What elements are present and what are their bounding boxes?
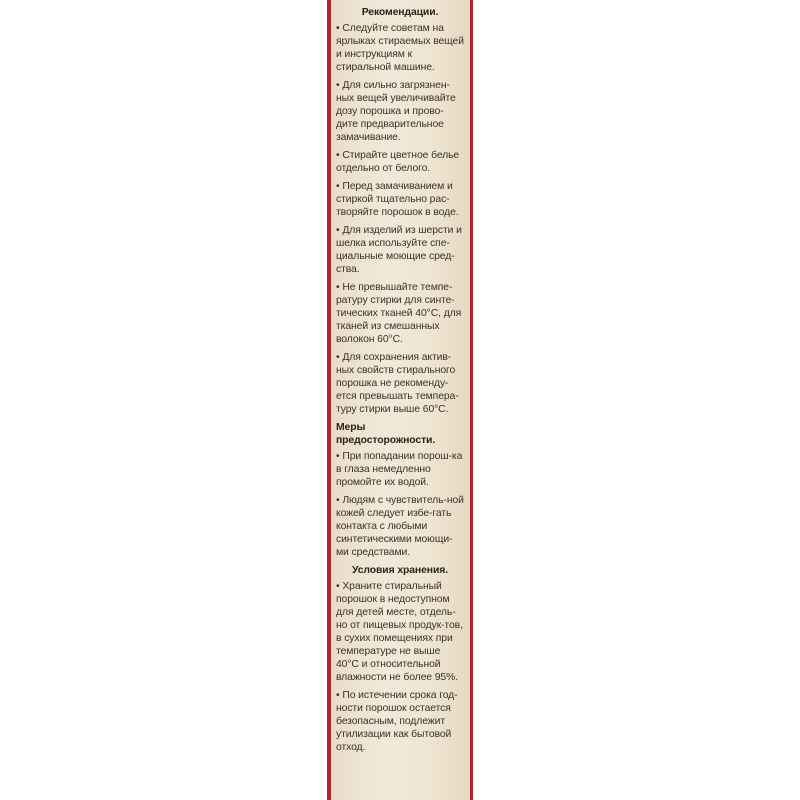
instruction-item: • Стирайте цветное белье отдельно от белого. xyxy=(336,150,460,174)
right-red-edge xyxy=(470,0,473,800)
instruction-item: • Не превышайте темпе-ратуру стирки для синте-тических тканей 40°C, для тканей из смешанных волокон 60°C. xyxy=(336,282,462,345)
section-title: Рекомендации. xyxy=(361,7,439,18)
instruction-item: • Людям с чувствитель-ной кожей следует избе-гать контакта с любыми синтетическими моющи-ми средствами. xyxy=(336,495,464,558)
left-red-edge xyxy=(327,0,331,800)
instructions-content xyxy=(336,6,464,759)
instruction-item: • При попадании порош-ка в глаза немедленно промойте их водой. xyxy=(336,451,463,488)
instruction-item: • Храните стиральный порошок в недоступном для детей месте, отдель-но от пищевых продук-тов, в сухих помещениях при температуре не выше 40°C и относительной влажности не более 95%. xyxy=(336,581,463,683)
instruction-item: • По истечении срока год-ности порошок остается безопасным, подлежит утилизации как бытовой отход. xyxy=(336,690,458,753)
section-title: Меры предосторожности. xyxy=(336,422,436,446)
section-title: Условия хранения. xyxy=(352,565,448,576)
instruction-item: • Для сохранения актив-ных свойств стирального порошка не рекоменду-ется превышать темпера-туру стирки выше 60°C. xyxy=(336,352,459,415)
instruction-item: • Для сильно загрязнен-ных вещей увеличивайте дозу порошка и прово-дите предварительное замачивание. xyxy=(336,80,456,143)
instruction-item: • Для изделий из шерсти и шелка используйте спе-циальные моющие сред-ства. xyxy=(336,225,462,275)
instruction-item: • Следуйте советам на ярлыках стираемых вещей и инструкциям к стиральной машине. xyxy=(336,23,464,73)
instruction-item: • Перед замачиванием и стиркой тщательно рас-творяйте порошок в воде. xyxy=(336,181,459,218)
instruction-panel xyxy=(327,0,473,800)
